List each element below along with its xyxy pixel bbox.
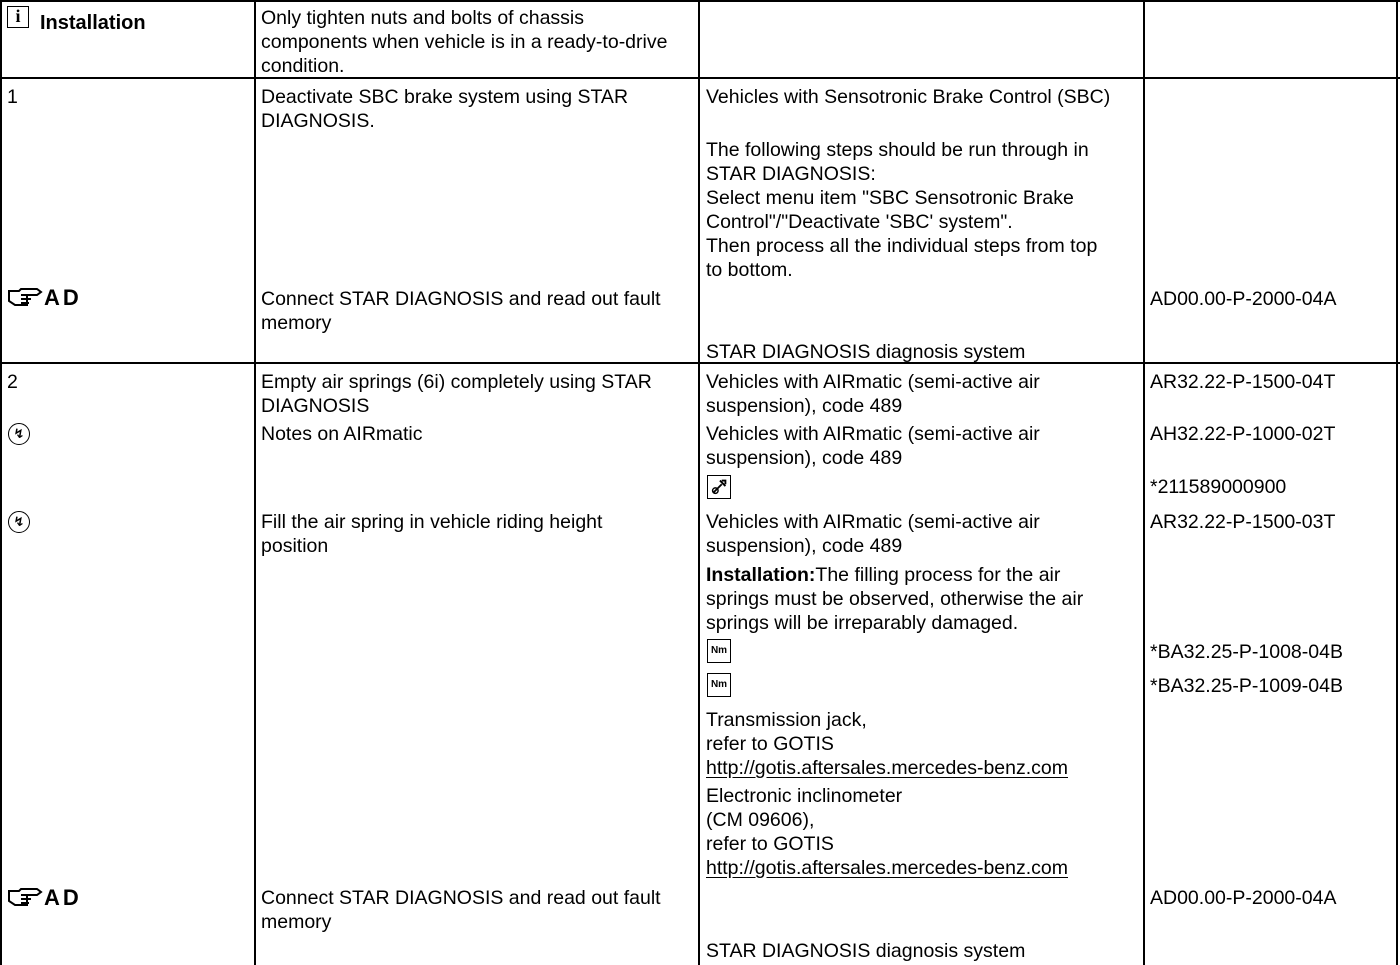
gotis-link-2[interactable]: http://gotis.aftersales.mercedes-benz.com bbox=[706, 857, 1068, 879]
pointing-hand-icon bbox=[7, 287, 43, 309]
step2-ad-instruction-line-1: Connect STAR DIAGNOSIS and read out fault bbox=[261, 887, 661, 909]
warning-text-1: The filling process for the air bbox=[815, 564, 1061, 586]
step1-instruction-line-1: Deactivate SBC brake system using STAR bbox=[261, 86, 629, 108]
inclinometer-line-3: refer to GOTIS bbox=[706, 833, 834, 855]
step2b-instruction: Notes on AIRmatic bbox=[261, 423, 423, 445]
column-divider-3 bbox=[1143, 0, 1145, 965]
inclinometer-line-1: Electronic inclinometer bbox=[706, 785, 903, 807]
step-number-1: 1 bbox=[7, 86, 18, 108]
step2c-warning-line-1 bbox=[706, 563, 1060, 587]
step2c-instruction-line-1: Fill the air spring in vehicle riding height bbox=[261, 511, 603, 533]
notes-icon: ↯ bbox=[8, 423, 30, 445]
section-title: Installation bbox=[40, 12, 146, 34]
step1-detail-line-3: Select menu item "SBC Sensotronic Brake bbox=[706, 187, 1074, 209]
info-icon: i bbox=[7, 6, 29, 28]
step2c-condition-line-1: Vehicles with AIRmatic (semi-active air bbox=[706, 511, 1040, 533]
step1-ad-tool: STAR DIAGNOSIS diagnosis system bbox=[706, 341, 1026, 363]
step2c-instruction-line-2: position bbox=[261, 535, 329, 557]
step1-instruction-line-2: DIAGNOSIS. bbox=[261, 110, 375, 132]
step2b-tool-ref[interactable]: *211589000900 bbox=[1150, 476, 1287, 498]
torque-icon-2: Nm bbox=[707, 673, 731, 697]
ad-label: AD bbox=[44, 285, 82, 310]
warning-label: Installation: bbox=[706, 564, 816, 586]
torque-ref-2[interactable]: *BA32.25-P-1009-04B bbox=[1150, 675, 1343, 697]
step2b-condition-line-1: Vehicles with AIRmatic (semi-active air bbox=[706, 423, 1040, 445]
gotis-link-1[interactable]: http://gotis.aftersales.mercedes-benz.com bbox=[706, 757, 1068, 779]
jack-line-1: Transmission jack, bbox=[706, 709, 867, 731]
step1-ad-instruction-line-1: Connect STAR DIAGNOSIS and read out fault bbox=[261, 288, 661, 310]
step2a-condition-line-2: suspension), code 489 bbox=[706, 395, 903, 417]
step2a-condition-line-1: Vehicles with AIRmatic (semi-active air bbox=[706, 371, 1040, 393]
step1-ad-ref[interactable]: AD00.00-P-2000-04A bbox=[1150, 288, 1337, 310]
table-border-right bbox=[1396, 0, 1398, 965]
step1-detail-line-4: Control"/"Deactivate 'SBC' system". bbox=[706, 211, 1013, 233]
step2a-ref[interactable]: AR32.22-P-1500-04T bbox=[1150, 371, 1336, 393]
header-note-line-2: components when vehicle is in a ready-to-drive bbox=[261, 31, 668, 53]
torque-icon: Nm bbox=[707, 639, 731, 663]
step1-condition: Vehicles with Sensotronic Brake Control (SBC) bbox=[706, 86, 1111, 108]
step2c-ref[interactable]: AR32.22-P-1500-03T bbox=[1150, 511, 1336, 533]
step1-detail-line-5: Then process all the individual steps from top bbox=[706, 235, 1098, 257]
header-note-line-1: Only tighten nuts and bolts of chassis bbox=[261, 7, 585, 29]
special-tool-icon bbox=[707, 475, 731, 499]
step2-ad-tool: STAR DIAGNOSIS diagnosis system bbox=[706, 940, 1026, 962]
row-divider-step1 bbox=[0, 362, 1400, 364]
step2b-condition-line-2: suspension), code 489 bbox=[706, 447, 903, 469]
step2b-ref[interactable]: AH32.22-P-1000-02T bbox=[1150, 423, 1336, 445]
step2a-instruction-line-1: Empty air springs (6i) completely using STAR bbox=[261, 371, 652, 393]
ad-label-2: AD bbox=[44, 885, 82, 910]
column-divider-1 bbox=[254, 0, 256, 965]
inclinometer-line-2: (CM 09606), bbox=[706, 809, 815, 831]
pointing-hand-icon-2 bbox=[7, 887, 43, 909]
row-divider-header bbox=[0, 77, 1400, 79]
step1-detail-line-1: The following steps should be run through in bbox=[706, 139, 1089, 161]
step1-detail-line-6: to bottom. bbox=[706, 259, 793, 281]
step1-detail-line-2: STAR DIAGNOSIS: bbox=[706, 163, 876, 185]
torque-ref-1[interactable]: *BA32.25-P-1008-04B bbox=[1150, 641, 1343, 663]
header-note-line-3: condition. bbox=[261, 55, 345, 77]
column-divider-2 bbox=[698, 0, 700, 965]
step2c-warning-line-2: springs must be observed, otherwise the air bbox=[706, 588, 1084, 610]
step2-ad-instruction-line-2: memory bbox=[261, 911, 332, 933]
notes-icon-2: ↯ bbox=[8, 511, 30, 533]
jack-line-2: refer to GOTIS bbox=[706, 733, 834, 755]
table-border-top bbox=[0, 0, 1400, 2]
step1-ad-instruction-line-2: memory bbox=[261, 312, 332, 334]
step-number-2: 2 bbox=[7, 371, 18, 393]
table-border-left bbox=[0, 0, 2, 965]
step2-ad-ref[interactable]: AD00.00-P-2000-04A bbox=[1150, 887, 1337, 909]
step2a-instruction-line-2: DIAGNOSIS bbox=[261, 395, 370, 417]
step2c-warning-line-3: springs will be irreparably damaged. bbox=[706, 612, 1019, 634]
step2c-condition-line-2: suspension), code 489 bbox=[706, 535, 903, 557]
